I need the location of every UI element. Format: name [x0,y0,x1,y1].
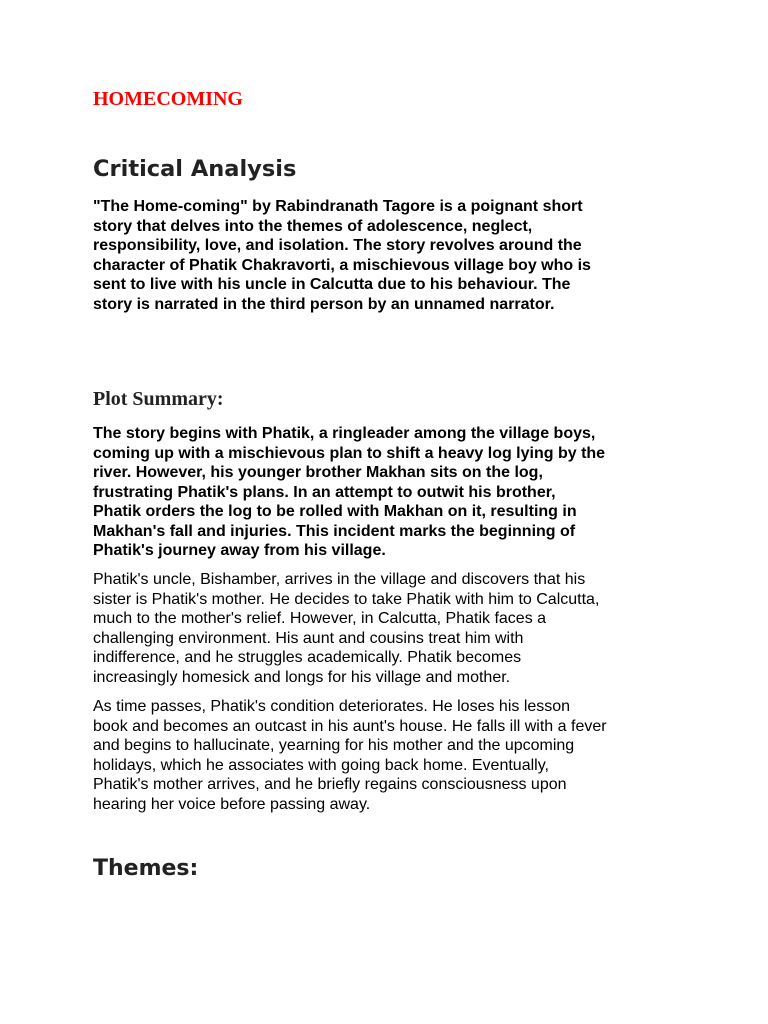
document-title: HOMECOMING [93,88,243,110]
text-line: "The Home-coming" by Rabindranath Tagore is a poignant short [93,198,583,215]
heading-themes: Themes: [93,856,199,881]
text-line: The story begins with Phatik, a ringleader among the village boys, [93,425,596,442]
text-line: character of Phatik Chakravorti, a mischievous village boy who is [93,256,591,274]
text-line: responsibility, love, and isolation. The story revolves around the [93,237,582,254]
text-line: Makhan's fall and injuries. This incident marks the beginning of [93,522,576,540]
text-line: book and becomes an outcast in his aunt's house. He falls ill with a fever [93,717,607,735]
text-line: increasingly homesick and longs for his village and mother. [93,668,511,686]
text-line: indifference, and he struggles academically. Phatik becomes [93,649,522,666]
text-line: Phatik's journey away from his village. [93,542,386,559]
critical-analysis-paragraph [93,197,683,314]
text-line: coming up with a mischievous plan to shift a heavy log lying by the [93,444,606,462]
text-line: holidays, which he associates with going back home. Eventually, [93,756,549,774]
plot-summary-paragraph-3 [93,697,683,814]
text-line: Phatik orders the log to be rolled with Makhan on it, resulting in [93,503,577,520]
text-line: river. However, his younger brother Makhan sits on the log, [93,464,543,481]
text-line: sister is Phatik's mother. He decides to take Phatik with him to Calcutta, [93,590,600,608]
text-line: story that delves into the themes of adolescence, neglect, [93,217,533,235]
text-line: Phatik's uncle, Bishamber, arrives in the village and discovers that his [93,571,586,588]
text-line: much to the mother's relief. However, in Calcutta, Phatik faces a [93,610,547,627]
text-line: frustrating Phatik's plans. In an attempt to outwit his brother, [93,483,556,501]
heading-critical-analysis: Critical Analysis [93,156,297,182]
text-line: story is narrated in the third person by an unnamed narrator. [93,295,555,313]
text-line: Phatik's mother arrives, and he briefly regains consciousness upon [93,776,567,793]
heading-plot-summary: Plot Summary: [93,388,224,410]
text-line: challenging environment. His aunt and cousins treat him with [93,629,524,647]
plot-summary-paragraph-2 [93,570,683,687]
plot-summary-paragraph-1 [93,424,683,561]
text-line: and begins to hallucinate, yearning for his mother and the upcoming [93,737,575,754]
text-line: sent to live with his uncle in Calcutta due to his behaviour. The [93,276,571,293]
text-line: hearing her voice before passing away. [93,795,371,813]
text-line: As time passes, Phatik's condition deteriorates. He loses his lesson [93,698,571,715]
